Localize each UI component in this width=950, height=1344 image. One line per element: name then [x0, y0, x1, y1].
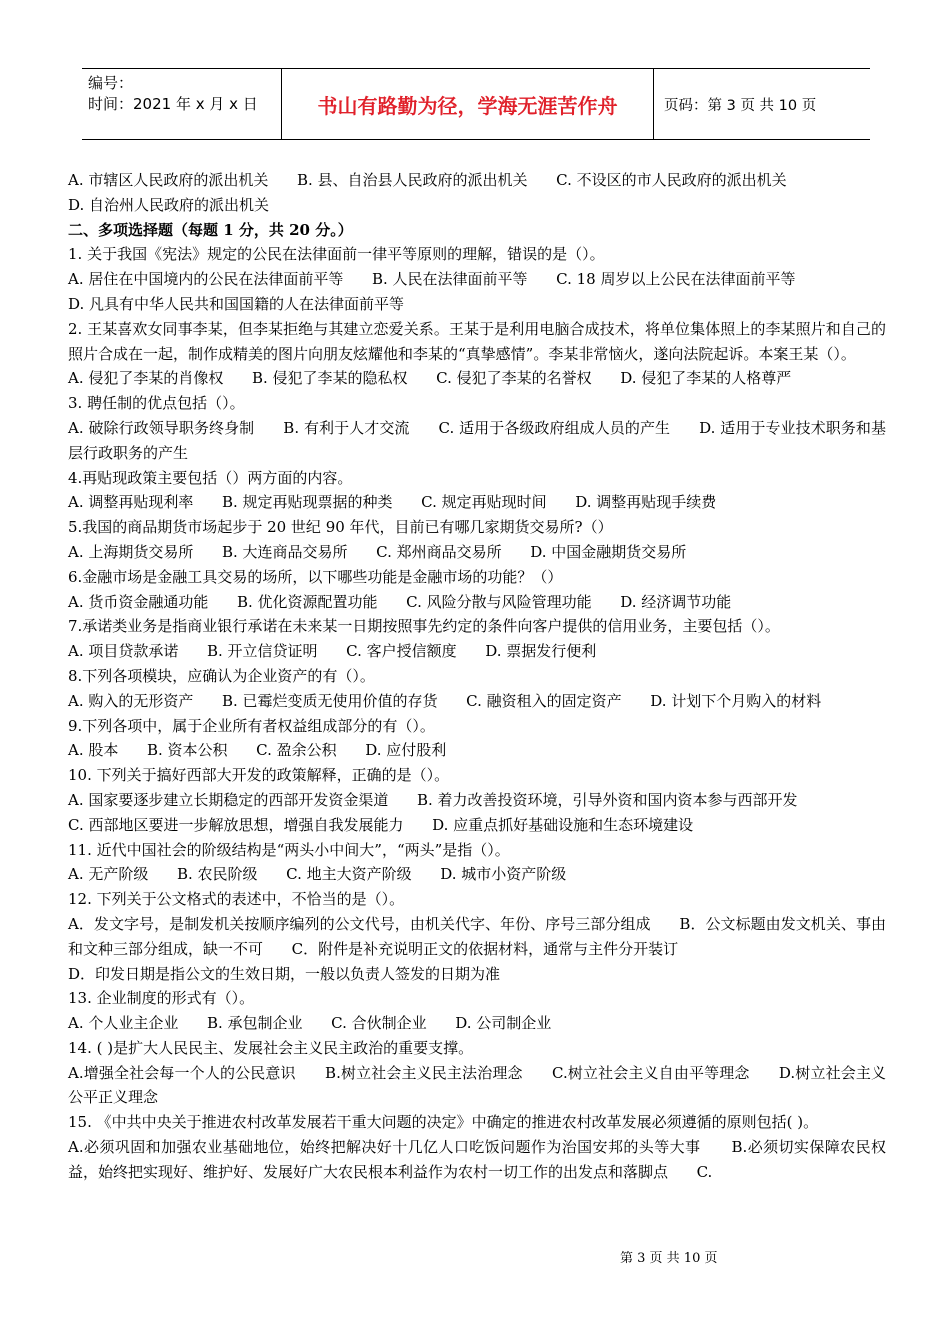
question-10: 10. 下列关于搞好西部大开发的政策解释，正确的是（）。 — [68, 766, 450, 785]
text-line: D. 自治州人民政府的派出机关 — [68, 195, 270, 214]
question-7: 7.承诺类业务是指商业银行承诺在未来某一日期按照事先约定的条件向客户提供的信用业务，主要包括（）。 — [68, 617, 780, 636]
options-3: A. 破除行政领导职务终身制 B. 有利于人才交流 C. 适用于各级政府组成人员的产生 D. 适用于专业技术职务和基层行政职务的产生 — [68, 418, 886, 462]
question-14: 14. ( )是扩大人民民主、发展社会主义民主政治的重要支撑。 — [68, 1038, 474, 1057]
options-4: A. 调整再贴现利率 B. 规定再贴现票据的种类 C. 规定再贴现时间 D. 调整再贴现手续费 — [68, 493, 717, 512]
options-13: A. 个人业主企业 B. 承包制企业 C. 合伙制企业 D. 公司制企业 — [68, 1014, 552, 1033]
document-body — [68, 168, 886, 1185]
options-10-cont: C. 西部地区要进一步解放思想，增强自我发展能力 D. 应重点抓好基础设施和生态环境建设 — [68, 815, 694, 834]
options-6: A. 货币资金融通功能 B. 优化资源配置功能 C. 风险分散与风险管理功能 D. 经济调节功能 — [68, 592, 732, 611]
section-heading: 二、多项选择题（每题 1 分，共 20 分。） — [68, 220, 353, 239]
options-2: A. 侵犯了李某的肖像权 B. 侵犯了李某的隐私权 C. 侵犯了李某的名誉权 D. 侵犯了李某的人格尊严 — [68, 369, 792, 388]
question-13: 13. 企业制度的形式有（）。 — [68, 989, 255, 1008]
question-6: 6.金融市场是金融工具交易的场所，以下哪些功能是金融市场的功能？（） — [68, 567, 563, 586]
options-1-cont: D. 凡具有中华人民共和国国籍的人在法律面前平等 — [68, 294, 405, 313]
question-1: 1. 关于我国《宪法》规定的公民在法律面前一律平等原则的理解，错误的是（）。 — [68, 245, 605, 264]
question-3: 3. 聘任制的优点包括（）。 — [68, 394, 245, 413]
options-7: A. 项目贷款承诺 B. 开立信贷证明 C. 客户授信额度 D. 票据发行便利 — [68, 642, 597, 661]
options-15: A.必须巩固和加强农业基础地位，始终把解决好十几亿人口吃饭问题作为治国安邦的头等大事 B.必须切实保障农民权益，始终把实现好、维护好、发展好广大农民根本利益作为农村一切工作的出发点和落脚点 C. — [68, 1138, 886, 1181]
options-8: A. 购入的无形资产 B. 已霉烂变质无使用价值的存货 C. 融资租入的固定资产 D. 计划下个月购入的材料 — [68, 691, 822, 710]
page-footer: 第 3 页 共 10 页 — [620, 1251, 718, 1266]
header-time: 时间：2021 年 x 月 x 日 — [88, 95, 258, 113]
page-header — [82, 68, 870, 140]
question-4: 4.再贴现政策主要包括（）两方面的内容。 — [68, 468, 353, 487]
options-9: A. 股本 B. 资本公积 C. 盈余公积 D. 应付股利 — [68, 741, 447, 760]
options-10: A. 国家要逐步建立长期稳定的西部开发资金渠道 B. 着力改善投资环境，引导外资和国内资本参与西部开发 — [68, 790, 798, 809]
text-line: A. 市辖区人民政府的派出机关 B. 县、自治县人民政府的派出机关 C. 不设区的市人民政府的派出机关 — [68, 171, 787, 189]
options-12: A．发文字号，是制发机关按顺序编列的公文代号，由机关代字、年份、序号三部分组成 B．公文标题由发文机关、事由和文种三部分组成，缺一不可 C．附件是补充说明正文的依据材料，通常与主件分开装订 — [68, 914, 886, 958]
options-14: A.增强全社会每一个人的公民意识 B.树立社会主义民主法治理念 C.树立社会主义自由平等理念 D.树立社会主义公平正义理念 — [68, 1063, 886, 1107]
question-2: 2. 王某喜欢女同事李某，但李某拒绝与其建立恋爱关系。王某于是利用电脑合成技术，将单位集体照上的李某照片和自己的照片合成在一起，制作成精美的图片向朋友炫耀他和李某的“真挚感情”。李某非常恼火，遂向法院起诉。本案王某（）。 — [68, 319, 886, 363]
header-page-number: 页码：第 3 页 共 10 页 — [664, 97, 817, 114]
options-12-cont: D．印发日期是指公文的生效日期，一般以负责人签发的日期为准 — [68, 964, 501, 983]
header-info — [82, 69, 282, 139]
question-5: 5.我国的商品期货市场起步于 20 世纪 90 年代，目前已有哪几家期货交易所?（） — [68, 518, 613, 537]
question-12: 12. 下列关于公文格式的表述中，不恰当的是（）。 — [68, 890, 405, 909]
question-9: 9.下列各项中，属于企业所有者权益组成部分的有（）。 — [68, 716, 435, 735]
header-number: 编号： — [88, 74, 134, 92]
question-11: 11. 近代中国社会的阶级结构是“两头小中间大”，“两头”是指（）。 — [68, 840, 510, 859]
options-1: A. 居住在中国境内的公民在法律面前平等 B. 人民在法律面前平等 C. 18 周岁以上公民在法律面前平等 — [68, 270, 796, 289]
header-motto: 书山有路勤为径，学海无涯苦作舟 — [282, 69, 654, 139]
question-15: 15. 《中共中央关于推进农村改革发展若干重大问题的决定》中确定的推进农村改革发展必须遵循的原则包括( )。 — [68, 1113, 819, 1132]
options-11: A. 无产阶级 B. 农民阶级 C. 地主大资产阶级 D. 城市小资产阶级 — [68, 865, 567, 884]
question-8: 8.下列各项模块，应确认为企业资产的有（）。 — [68, 666, 375, 685]
options-5: A. 上海期货交易所 B. 大连商品交易所 C. 郑州商品交易所 D. 中国金融期货交易所 — [68, 542, 687, 561]
